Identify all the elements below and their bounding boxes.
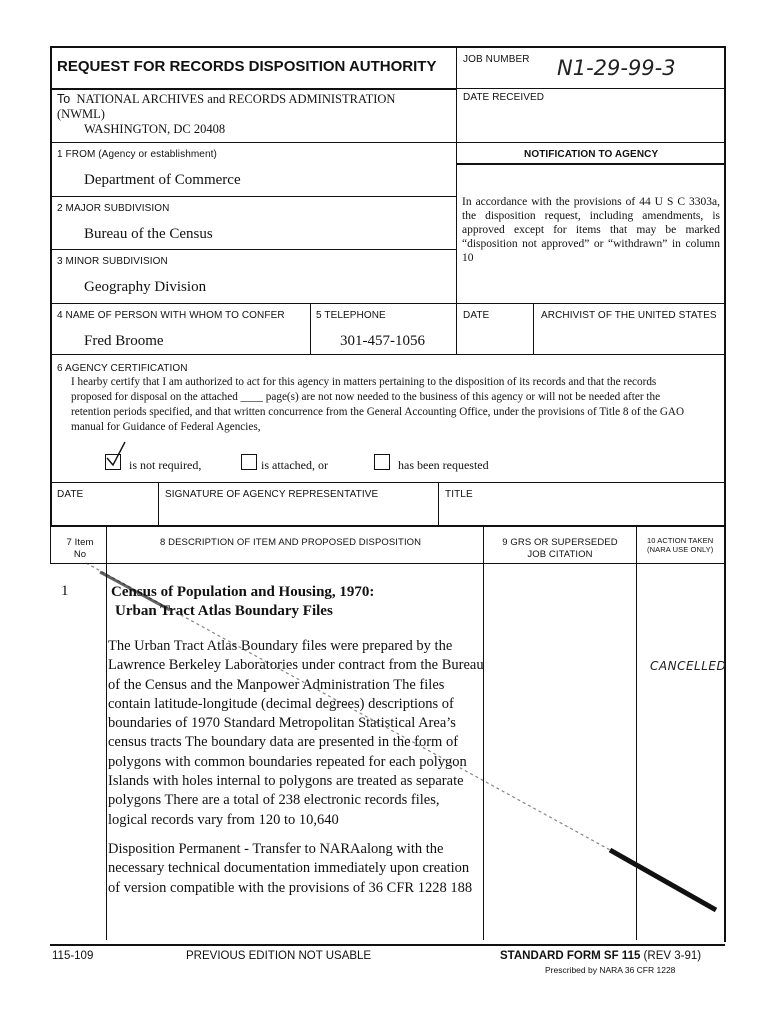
description-line: boundaries of 1970 Standard Metropolitan Statistical Area’s bbox=[108, 715, 456, 732]
footer-standard-form bbox=[500, 950, 701, 962]
person-label: 4 NAME OF PERSON WITH WHOM TO CONFER bbox=[57, 310, 285, 321]
col-action-header-line: 10 ACTION TAKEN bbox=[647, 536, 714, 545]
description-line: Lawrence Berkeley Laboratories under contract from the Bureau bbox=[108, 657, 484, 674]
to-line-2: (NWML) bbox=[57, 107, 105, 121]
date-received-label: DATE RECEIVED bbox=[463, 92, 545, 103]
description-line: census tracts The boundary data are presented in the form of bbox=[108, 734, 459, 751]
job-number-label: JOB NUMBER bbox=[463, 54, 530, 65]
disposition-line: of version compatible with the provisions of 36 CFR 1228 188 bbox=[108, 879, 473, 896]
item-number: 1 bbox=[61, 583, 69, 599]
approval-date-label: DATE bbox=[463, 310, 490, 321]
person-value: Fred Broome bbox=[84, 333, 164, 349]
to-line-3: WASHINGTON, DC 20408 bbox=[84, 122, 226, 136]
check-attached-label: is attached, or bbox=[261, 458, 328, 472]
telephone-value: 301-457-1056 bbox=[340, 333, 425, 349]
from-value: Department of Commerce bbox=[84, 172, 241, 188]
description-line: contain latitude-longitude (decimal degrees) descriptions of bbox=[108, 695, 454, 712]
disposition-line: necessary technical documentation immediately upon creation bbox=[108, 860, 470, 877]
major-subdivision-value: Bureau of the Census bbox=[84, 226, 213, 242]
description-line: of the Census and the Manpower Administration The files bbox=[108, 676, 445, 693]
col-action-header-line: (NARA USE ONLY) bbox=[647, 545, 714, 554]
major-subdivision-label: 2 MAJOR SUBDIVISION bbox=[57, 203, 170, 214]
archivist-label: ARCHIVIST OF THE UNITED STATES bbox=[541, 310, 717, 321]
cert-line: proposed for disposal on the attached ____ page(s) are not now needed to the business of this agency or will not be needed after the bbox=[71, 391, 661, 403]
action-taken-stamp: CANCELLED bbox=[650, 659, 727, 673]
footer-standard-form-bold: STANDARD FORM SF 115 bbox=[500, 950, 641, 962]
certification-label: 6 AGENCY CERTIFICATION bbox=[57, 363, 188, 374]
footer-prescribed: Prescribed by NARA 36 CFR 1228 bbox=[545, 965, 676, 975]
signature-label: SIGNATURE OF AGENCY REPRESENTATIVE bbox=[165, 489, 379, 500]
item-title-line-2: Urban Tract Atlas Boundary Files bbox=[115, 603, 333, 619]
disposition-line: Disposition Permanent - Transfer to NARAalong with the bbox=[108, 841, 444, 857]
cert-line: retention periods specified, and that written concurrence from the General Accounting Office, under the provisions of Title 8 of the GAO bbox=[71, 406, 685, 418]
description-line: polygons There are a total of 238 electronic records files, bbox=[108, 792, 440, 809]
footer-edition-note: PREVIOUS EDITION NOT USABLE bbox=[186, 950, 372, 962]
col-grs-header-line: 9 GRS OR SUPERSEDED bbox=[502, 537, 618, 548]
col-grs-header-line: JOB CITATION bbox=[527, 549, 593, 560]
item-title-line-1: Census of Population and Housing, 1970: bbox=[111, 584, 375, 600]
minor-subdivision-label: 3 MINOR SUBDIVISION bbox=[57, 256, 168, 267]
description-line: Islands with holes internal to polygons are treated as separate bbox=[108, 773, 464, 790]
check-not-required-label: is not required, bbox=[129, 458, 202, 472]
to-label: To bbox=[57, 92, 71, 106]
col-item-header-line: No bbox=[73, 549, 87, 560]
description-line: polygons with common boundaries repeated for each polygon bbox=[108, 753, 467, 770]
signature-date-label: DATE bbox=[57, 489, 84, 500]
minor-subdivision-value: Geography Division bbox=[84, 279, 207, 295]
notification-label: NOTIFICATION TO AGENCY bbox=[524, 149, 659, 160]
to-line-1: NATIONAL ARCHIVES and RECORDS ADMINISTRATION bbox=[76, 92, 396, 106]
title-label: TITLE bbox=[445, 489, 473, 500]
notification-text: In accordance with the provisions of 44 U S C 3303a, the disposition request, including amendments, is approved except for items that may be marked “disposition not approved” or “withdrawn” in column 10 bbox=[462, 196, 720, 264]
from-label: 1 FROM (Agency or establishment) bbox=[57, 149, 217, 160]
check-requested-label: has been requested bbox=[398, 458, 489, 472]
form-title: REQUEST FOR RECORDS DISPOSITION AUTHORITY bbox=[57, 58, 437, 75]
telephone-label: 5 TELEPHONE bbox=[316, 310, 386, 321]
footer-form-number: 115-109 bbox=[52, 950, 94, 962]
col-item-header-line: 7 Item bbox=[66, 537, 94, 548]
job-number-value: N1-29-99-3 bbox=[557, 56, 676, 80]
cert-line: I hearby certify that I am authorized to act for this agency in matters pertaining to the disposition of its records and that the records bbox=[71, 376, 657, 388]
description-line: logical records vary from 120 to 10,640 bbox=[108, 811, 339, 828]
col-description-header: 8 DESCRIPTION OF ITEM AND PROPOSED DISPOSITION bbox=[160, 537, 422, 548]
description-line: The Urban Tract Atlas Boundary files were prepared by the bbox=[108, 638, 453, 654]
footer-standard-form-rev: (REV 3-91) bbox=[640, 950, 702, 962]
cert-line: manual for Guidance of Federal Agencies, bbox=[71, 421, 261, 433]
